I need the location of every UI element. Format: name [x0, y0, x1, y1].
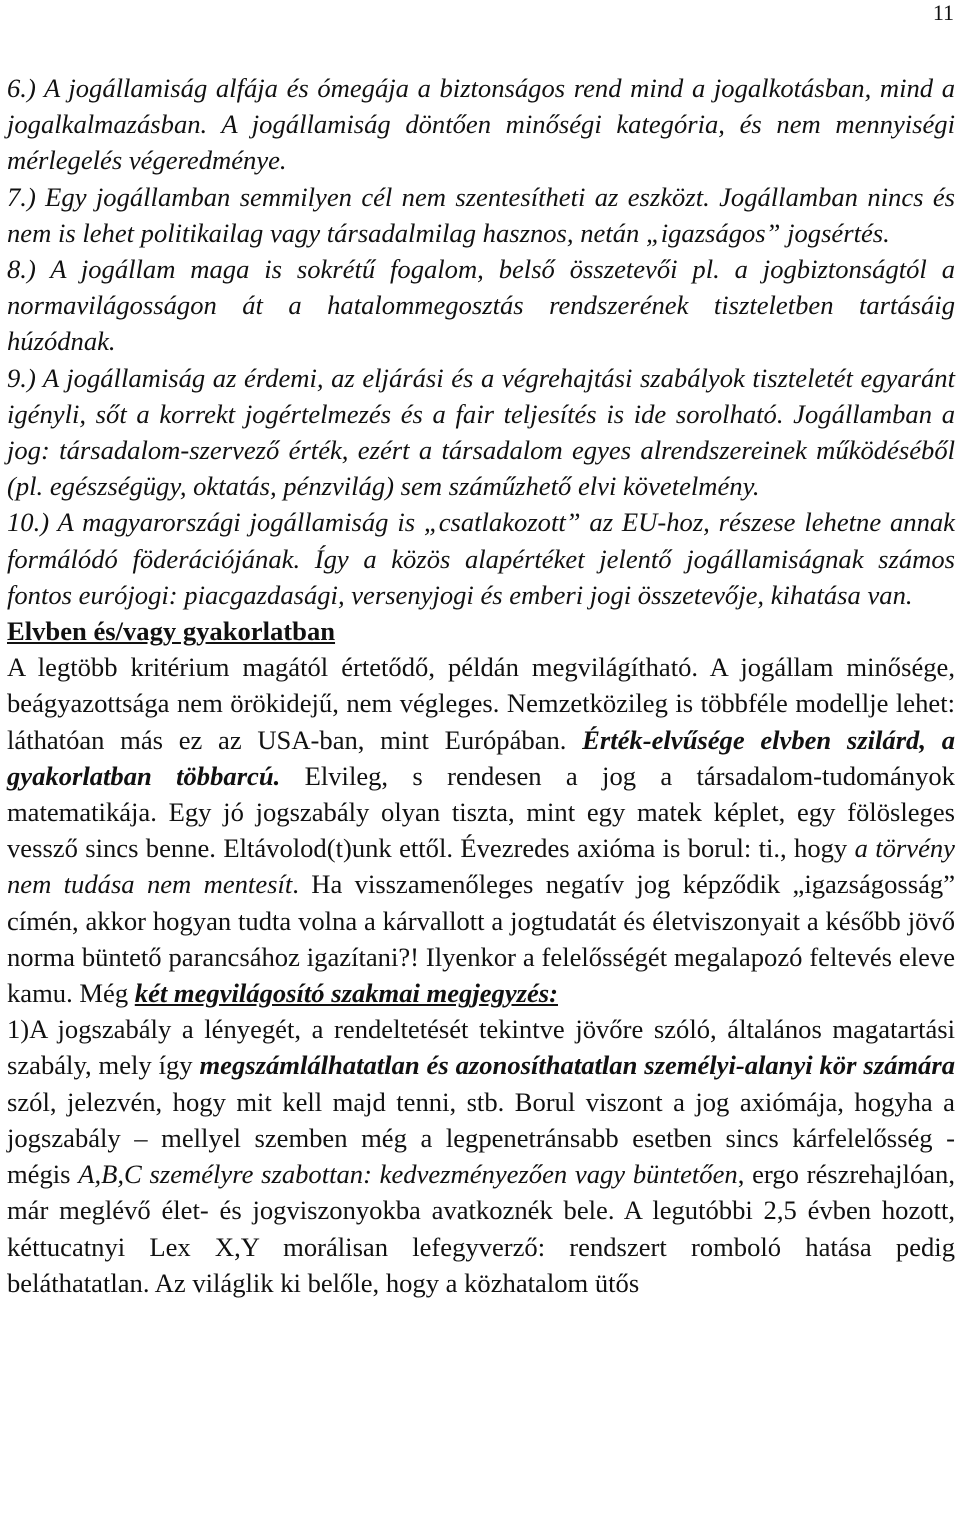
paragraph-2-emphasis: megszámlálhatatlan és azonosíthatatlan személyi-alanyi kör számára — [199, 1050, 956, 1081]
paragraph-1-text-a: A legtöbb kritérium magától értetődő, példán megvilágítható. A jogállam minősége, beágyazottsága nem örökidejű, nem végleges. Nemzetközileg is többféle modellje lehet: láthatóan más ez az USA-ban, mint Európában. — [7, 652, 955, 755]
body-paragraph-1 — [7, 649, 955, 1011]
body-paragraph-2 — [7, 1011, 955, 1301]
list-item-10-part-1: 10.) A magyarországi jogállamiság is „csatlakozott” az EU-hoz, részese lehetne annak formálódó föderációjának. — [7, 507, 955, 574]
paragraph-1-text-c: . Ha visszamenőleges negatív jog képződik „igazságosság” címén, akkor hogyan tudta volna a kárvallott a jogtudatát és életviszonyait a később jövő norma büntető parancsához igazítani?! Ilyenkor a felelősségét megalapozó feltevés eleve kamu. Még — [7, 869, 956, 1009]
paragraph-2-text-a: 1)A jogszabály a lényegét, a rendeltetését tekintve jövőre szóló, általános magatartási szabály, mely így — [7, 1014, 955, 1081]
list-item-9: 9.) A jogállamiság az érdemi, az eljárási és a végrehajtási szabályok tiszteletét egyaránt igényli, sőt a korrekt jogértelmezés és a fair teljesítés is ide sorolható. Jogállamban a jog: társadalom-szervező érték, ezért a társadalom egyes alrendszereinek működéséből (pl. egészségügy, oktatás, pénzvilág) sem száműzhető elvi követelmény. — [7, 362, 955, 502]
paragraph-1-emphasis: Érték-elvűsége elvben szilárd, a gyakorlatban többarcú. — [7, 724, 955, 791]
page-number: 11 — [932, 0, 954, 25]
list-item-7: 7.) Egy jogállamban semmilyen cél nem szentesítheti az eszközt. Jogállamban nincs és nem is lehet politikailag vagy társadalmilag hasznos, netán „igazságos” jogsértés. — [7, 181, 955, 248]
paragraph-1-italic: a törvény nem tudása nem mentesít — [7, 833, 955, 900]
paragraph-2-text-b: szól, jelezvén, hogy mit kell majd tenni, stb. Borul viszont a jog axiómája, hogyha a jogszabály – mellyel szemben még a legpenetránsabb esetben sincs kárfelelősség - mégis — [7, 1086, 955, 1190]
paragraph-2-text-c: , ergo részrehajlóan, már meglévő élet- és jogviszonyokba avatkoznék bele. A legutóbbi 2,5 évben hozott, kéttucatnyi Lex X,Y morálisan lefegyverző: rendszert romboló hatása pedig beláthatatlan. Az világlik ki belőle, hogy a közhatalom ütős — [7, 1159, 955, 1298]
paragraph-1-note-lead: két megvilágosító szakmai megjegyzés: — [134, 978, 558, 1009]
section-heading: Elvben és/vagy gyakorlatban — [7, 616, 336, 647]
list-item-6: 6.) A jogállamiság alfája és ómegája a biztonságos rend mind a jogalkotásban, mind a jogalkalmazásban. A jogállamiság döntően minőségi kategória, és nem mennyiségi mérlegelés végeredménye. — [7, 73, 955, 176]
paragraph-1-text-b: Elvileg, s rendesen a jog a társadalom-tudományok matematikája. Egy jó jogszabály olyan tiszta, mint egy matek képlet, egy fölösleges vessző sincs benne. Eltávolod(t)unk ettől. Évezredes axióma is borul: ti., hogy — [7, 760, 955, 864]
document-body — [7, 70, 955, 1301]
list-item-8: 8.) A jogállam maga is sokrétű fogalom, belső összetevői pl. a jogbiztonságtól a normavilágosságon át a hatalommegosztás rendszerének tiszteletben tartásáig húzódnak. — [7, 254, 955, 357]
paragraph-2-italic: A,B,C személyre szabottan: kedvezményezően vagy büntetően — [78, 1159, 738, 1190]
list-item-10 — [7, 504, 955, 613]
list-item-10-part-2: Így a közös alapértéket jelentő jogállamiságnak számos fontos eurójogi: piacgazdasági, versenyjogi és emberi jogi összetevője, kihatása van. — [7, 543, 955, 610]
